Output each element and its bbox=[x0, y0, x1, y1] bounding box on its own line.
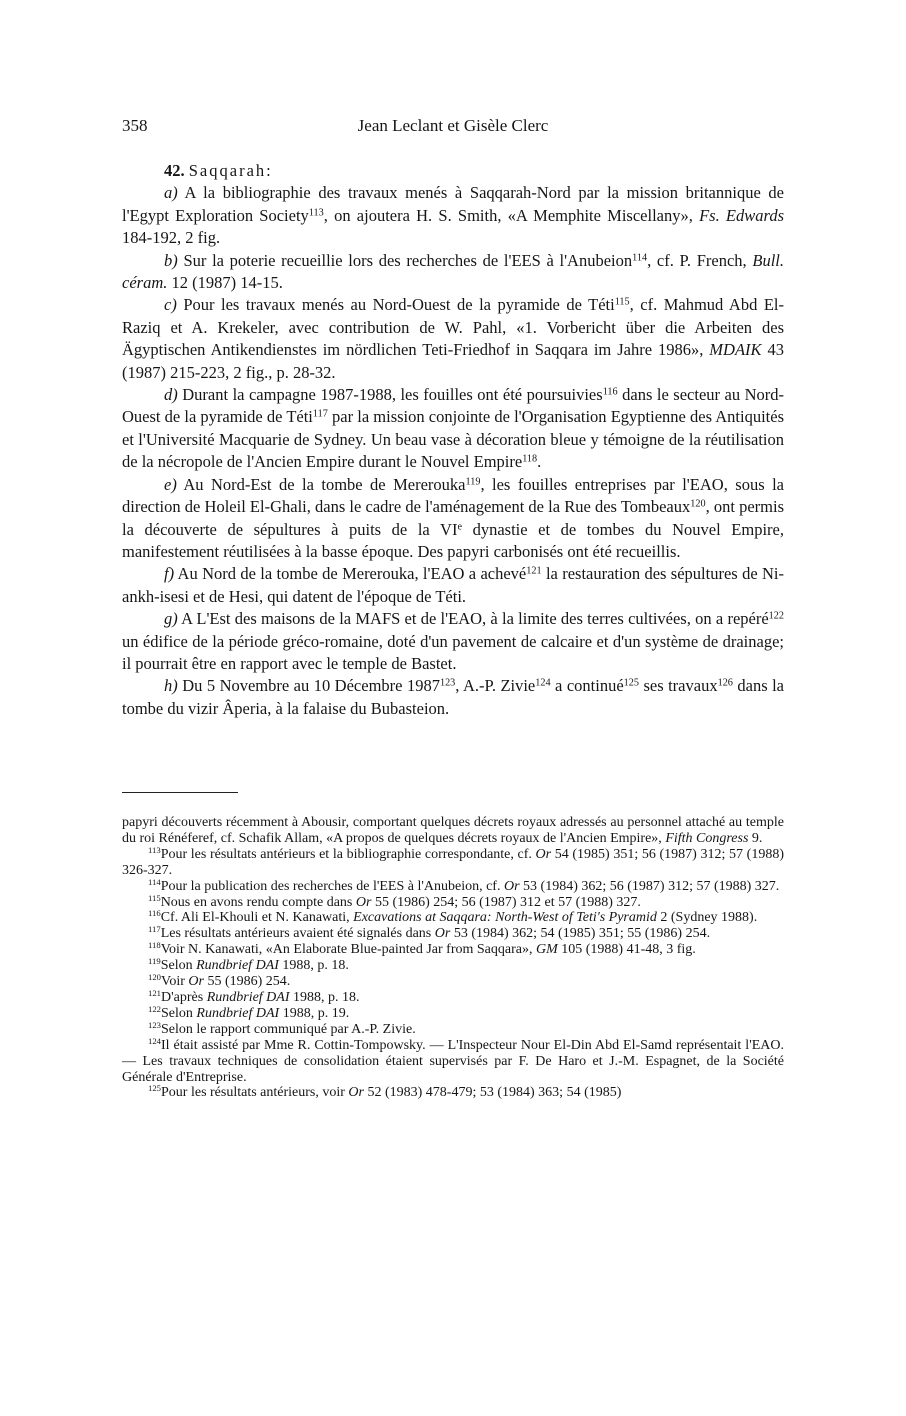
footnote-118: $^{118}$Voir N. Kanawati, «An Elaborate Blue-painted Jar from Saqqara», GM 105 (1988) 41-48, 3 fig. bbox=[148, 940, 696, 958]
footnote-116: $^{116}$Cf. Ali El-Khouli et N. Kanawati, Excavations at Saqqara: North-West of Teti's Pyramid 2 (Sydney 1988). bbox=[148, 908, 758, 926]
footnote-ref: 122 bbox=[768, 610, 784, 622]
footnote-number: 114 bbox=[148, 876, 161, 887]
footnotes bbox=[122, 815, 784, 1101]
footnote-114: $^{114}$Pour la publication des recherches de l'EES à l'Anubeion, cf. Or 53 (1984) 362; 56 (1987) 312; 57 (1988) 327. bbox=[148, 876, 780, 894]
footnote-125: $^{125}$Pour les résultats antérieurs, voir Or 52 (1983) 478-479; 53 (1984) 363; 54 (1985) bbox=[148, 1083, 622, 1101]
footnote-number: 116 bbox=[148, 908, 161, 919]
para-letter: e) bbox=[164, 474, 177, 494]
footnote-ref: 113 bbox=[308, 207, 324, 219]
footnote-number: 119 bbox=[148, 956, 161, 967]
para-letter: f) bbox=[164, 564, 175, 584]
para-letter: g) bbox=[164, 609, 178, 629]
footnote-124: $^{124}$Il était assisté par Mme R. Cottin-Tompowsky. — L'Inspecteur Nour El-Din Abd El-Samd représentait l'EAO. — Les travaux techniques de consolidation étaient supervisés par F. De Haro et J.-M. Espagnet, de la Société Générale d'Entreprise. bbox=[122, 1035, 784, 1085]
paragraph-a: a) A la bibliographie des travaux menés à Saqqarah-Nord par la mission britannique de l'Egypt Exploration Society$^{113}$, on ajoutera H. S. Smith, «A Memphite Miscellany», Fs. Edwards 184-192, 2 fig. bbox=[122, 183, 784, 248]
footnote-113: $^{113}$Pour les résultats antérieurs et la bibliographie correspondante, cf. Or 54 (1985) 351; 56 (1987) 312; 57 (1988) 326-327. bbox=[122, 845, 784, 878]
footnote-ref: 119 bbox=[465, 476, 481, 488]
paragraph-b: b) Sur la poterie recueillie lors des recherches de l'EES à l'Anubeion$^{114}$, cf. P. French, Bull. céram. 12 (1987) 14-15. bbox=[122, 250, 784, 293]
section-title: Saqqarah: bbox=[188, 161, 273, 180]
footnote-ref: 125 bbox=[623, 677, 639, 689]
paragraph-f: f) Au Nord de la tombe de Mererouka, l'EAO a achevé$^{121}$ la restauration des sépultures de Ni-ankh-isesi et de Hesi, qui datent de l'époque de Téti. bbox=[122, 564, 784, 606]
footnote-number: 113 bbox=[148, 845, 161, 856]
footnote-117: $^{117}$Les résultats antérieurs avaient été signalés dans Or 53 (1984) 362; 54 (1985) 351; 55 (1986) 254. bbox=[148, 924, 711, 942]
footnote-ref: 116 bbox=[602, 386, 618, 398]
para-letter: c) bbox=[164, 295, 177, 315]
section-heading bbox=[122, 160, 784, 182]
para-letter: h) bbox=[164, 676, 178, 696]
paragraph-h: h) Du 5 Novembre au 10 Décembre 1987$^{123}$, A.-P. Zivie$^{124}$ a continué$^{125}$ ses travaux$^{126}$ dans la tombe du vizir Âperia, à la falaise du Bubasteion. bbox=[122, 676, 784, 718]
footnote-ref: 121 bbox=[526, 565, 542, 577]
section-number: 42. bbox=[164, 161, 185, 180]
footnote-number: 120 bbox=[148, 972, 162, 983]
footnote-115: $^{115}$Nous en avons rendu compte dans Or 55 (1986) 254; 56 (1987) 312 et 57 (1988) 327. bbox=[148, 892, 641, 910]
footnote-ref: 117 bbox=[312, 408, 328, 420]
footnote-ref: 120 bbox=[690, 498, 706, 510]
footnote-ref: 124 bbox=[535, 677, 551, 689]
footnote-number: 124 bbox=[148, 1035, 162, 1046]
footnote-number: 117 bbox=[148, 924, 161, 935]
footnote-ref: 126 bbox=[717, 677, 733, 689]
footnote-number: 122 bbox=[148, 1004, 162, 1015]
footnote-number: 123 bbox=[148, 1020, 162, 1031]
para-letter: d) bbox=[164, 385, 178, 405]
footnote-121: $^{121}$D'après Rundbrief DAI 1988, p. 18. bbox=[148, 988, 360, 1005]
footnote-number: 115 bbox=[148, 892, 161, 903]
ordinal-suffix: e bbox=[457, 520, 462, 532]
paragraph-g: g) A L'Est des maisons de la MAFS et de l'EAO, à la limite des terres cultivées, on a repéré$^{122}$ un édifice de la période gréco-romaine, doté d'un pavement de calcaire et d'un système de drainage; il pourrait être en rapport avec le temple de Bastet. bbox=[122, 609, 784, 673]
footnote-122: $^{122}$Selon Rundbrief DAI 1988, p. 19. bbox=[148, 1004, 350, 1021]
footnote-ref: 118 bbox=[522, 453, 538, 465]
para-letter: a) bbox=[164, 183, 178, 203]
running-head: Jean Leclant et Gisèle Clerc bbox=[357, 116, 549, 135]
paragraph-e: e) Au Nord-Est de la tombe de Mererouka$^{119}$, les fouilles entreprises par l'EAO, sous la direction de Holeil El-Ghali, dans le cadre de l'aménagement de la Rue des Tombeaux$^{120}$, ont permis la découverte de sépultures à puits de la VIe dynastie et de tombes du Nouvel Empire, manifestement réutilisées à la basse époque. Des papyri carbonisés ont été recueillis. bbox=[122, 474, 784, 561]
footnote-continuation: papyri découverts récemment à Abousir, comportant quelques décrets royaux adressés au personnel attaché au temple du roi Rénéferef, cf. Schafik Allam, «A propos de quelques décrets royaux de l'Ancien Empire», Fifth Congress 9. bbox=[122, 815, 784, 846]
page-number: 358 bbox=[122, 116, 148, 135]
main-text bbox=[122, 160, 784, 720]
paragraph-d: d) Durant la campagne 1987-1988, les fouilles ont été poursuivies$^{116}$ dans le secteur au Nord-Ouest de la pyramide de Téti$^{117}$ par la mission conjointe de l'Organisation Egyptienne des Antiquités et l'Université Macquarie de Sydney. Un beau vase à décoration bleue y témoigne de la réutilisation de la nécropole de l'Ancien Empire durant le Nouvel Empire$^{118}$. bbox=[122, 385, 784, 472]
footnote-ref: 115 bbox=[614, 296, 630, 308]
paragraph-c: c) Pour les travaux menés au Nord-Ouest de la pyramide de Téti$^{115}$, cf. Mahmud Abd El-Raziq et A. Krekeler, avec contribution de W. Pahl, «1. Vorbericht über die Arbeiten des Ägyptischen Antikendienstes im nördlichen Teti-Friedhof in Saqqara im Jahre 1986», MDAIK 43 (1987) 215-223, 2 fig., p. 28-32. bbox=[122, 295, 784, 382]
footnote-number: 121 bbox=[148, 988, 162, 999]
footnote-ref: 123 bbox=[439, 677, 456, 689]
footnote-120: $^{120}$Voir Or 55 (1986) 254. bbox=[148, 972, 291, 990]
footnote-separator bbox=[122, 792, 238, 793]
footnote-ref: 114 bbox=[632, 252, 648, 263]
footnote-number: 125 bbox=[148, 1083, 162, 1094]
footnote-number: 118 bbox=[148, 940, 161, 951]
footnote-123: $^{123}$Selon le rapport communiqué par A.-P. Zivie. bbox=[148, 1020, 416, 1037]
para-letter: b) bbox=[164, 250, 178, 270]
page-header bbox=[122, 116, 784, 138]
footnote-119: $^{119}$Selon Rundbrief DAI 1988, p. 18. bbox=[148, 956, 349, 974]
